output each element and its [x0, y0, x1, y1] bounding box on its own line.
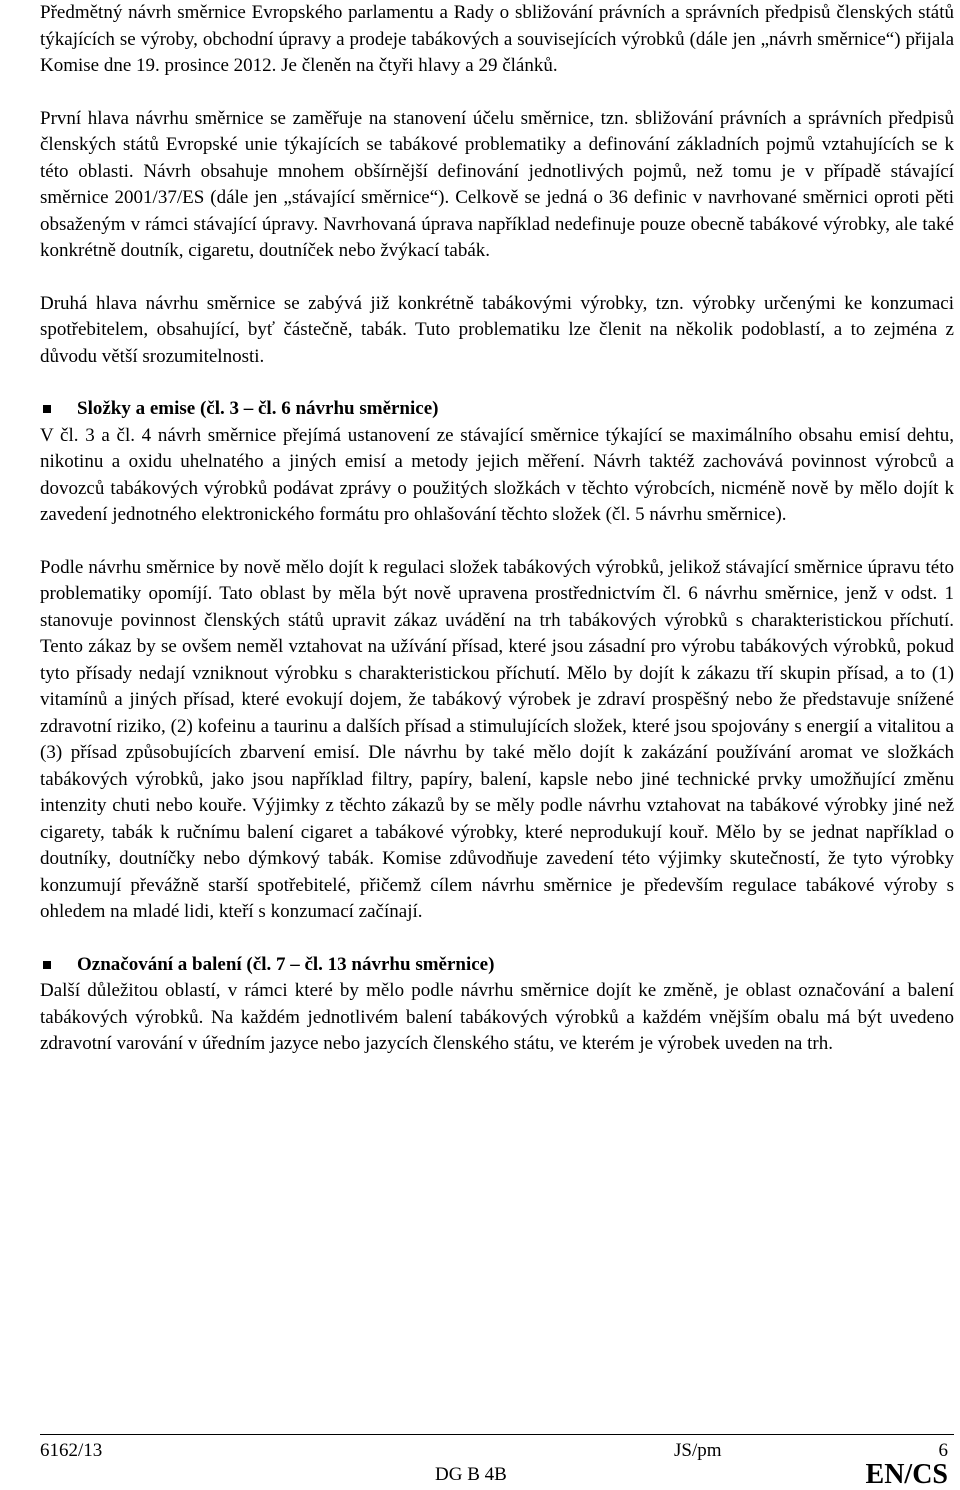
- paragraph-labelling: Další důležitou oblastí, v rámci které by mělo podle návrhu směrnice dojít ke změně, je oblast označování a balení tabákových výrobků. Na každém jednotlivém balení tabákových výrobků a každém vnějším obalu má být uvedeno zdravotní varování v úředním jazyce nebo jazycích členského státu, ve kterém je výrobek uveden na trh.: [40, 980, 954, 1054]
- paragraph-additives: Podle návrhu směrnice by nově mělo dojít k regulaci složek tabákových výrobků, jelikož stávající směrnice úpravu této problematiky opomíjí. Tato oblast by měla být nově upravena prostřednictvím čl. 6 návrhu směrnice, jenž v odst. 1 stanovuje povinnost členských států upravit zákaz uvádění na trh tabákových výrobků s charakteristickou příchutí. Tento zákaz by se ovšem neměl vztahovat na užívání přísad, které jsou zásadní pro výrobu tabákových výrobků, pokud tyto přísady nedají vzniknout výrobku s charakteristickou příchutí. Mělo by dojít k zákazu tří skupin přísad, a to (1) vitamínů a jiných přísad, které evokují dojem, že tabákový výrobek je zdraví prospěšný nebo že představuje snížené zdravotní riziko, (2) kofeinu a taurinu a dalších přísad a stimulujících složek, které jsou spojovány s energií a vitalitou a (3) přísad způsobujících zbarvení emisí. Dle návrhu by také mělo dojít k zakázání používání aromat ve složkách tabákových výrobků, jako jsou například filtry, papíry, balení, kapsle nebo jiné technické prvky umožňující změnu intenzity chuti nebo kouře. Výjimky z těchto zákazů by se měly podle návrhu vztahovat na tabákové výrobky jiné než cigarety, tabák k ručnímu balení cigaret a tabákové výrobky, které neprodukují kouř. Mělo by se jednat například o doutníky, doutníčky nebo dýmkový tabák. Komise zdůvodňuje zavedení této výjimky skutečností, že tyto výrobky konzumují převážně starší spotřebitelé, přičemž cílem návrhu směrnice je především regulace tabákové výroby s ohledem na mladé lidi, kteří s konzumací začínají.: [40, 556, 954, 922]
- footer-initials: JS/pm: [674, 1440, 722, 1461]
- paragraph-spacer: [40, 80, 954, 106]
- paragraph-intro: Předmětný návrh směrnice Evropského parlamentu a Rady o sbližování právních a správních předpisů členských států týkajících se výroby, obchodní úpravy a prodeje tabákových a souvisejících výrobků (dále jen „návrh směrnice“) přijala Komise dne 19. prosince 2012. Je členěn na čtyři hlavy a 29 článků.: [40, 2, 954, 76]
- square-bullet-icon: [43, 961, 51, 969]
- footer-directorate: DG B 4B: [435, 1464, 507, 1485]
- section-heading-text: Označování a balení (čl. 7 – čl. 13 návrhu směrnice): [77, 953, 495, 975]
- footer-divider: [40, 1434, 954, 1435]
- section-heading-labelling: [40, 952, 954, 979]
- paragraph-emissions: V čl. 3 a čl. 4 návrh směrnice přejímá ustanovení ze stávající směrnice týkající se maximálního obsahu emisí dehtu, nikotinu a oxidu uhelnatého a jiných emisí a metody jejich měření. Návrh taktéž zachovává povinnost výrobců a dovozců tabákových výrobků podávat zprávy o použitých složkách v těchto výrobcích, nicméně nově by mělo dojít k zavedení jednotného elektronického formátu pro ohlašování těchto složek (čl. 5 návrhu směrnice).: [40, 424, 954, 525]
- footer-language: EN/CS: [865, 1459, 948, 1490]
- document-body: [40, 0, 954, 1058]
- paragraph-spacer: [40, 265, 954, 291]
- section-heading-ingredients: [40, 396, 954, 423]
- paragraph-spacer: [40, 529, 954, 555]
- footer-page-number: 6: [938, 1440, 948, 1461]
- paragraph-spacer: [40, 926, 954, 952]
- paragraph-spacer: [40, 370, 954, 396]
- footer-doc-number: 6162/13: [40, 1440, 103, 1461]
- paragraph-second-chapter: Druhá hlava návrhu směrnice se zabývá již konkrétně tabákovými výrobky, tzn. výrobky určenými ke konzumaci spotřebitelem, obsahující, byť částečně, tabák. Tuto problematiku lze členit na několik podoblastí, a to zejména z důvodu větší srozumitelnosti.: [40, 292, 954, 367]
- square-bullet-icon: [43, 405, 51, 413]
- footer-row-bottom: [40, 1460, 954, 1490]
- section-heading-text: Složky a emise (čl. 3 – čl. 6 návrhu směrnice): [77, 398, 439, 419]
- paragraph-first-chapter: První hlava návrhu směrnice se zaměřuje na stanovení účelu směrnice, tzn. sbližování právních a správních předpisů členských států Evropské unie týkajících se tabákové problematiky a definování základních pojmů vztahujících se k této oblasti. Návrh obsahuje mnohem obšírnější definování jednotlivých pojmů, než tomu je v případě stávající směrnice 2001/37/ES (dále jen „stávající směrnice“). Celkově se jedná o 36 definic v navrhované směrnici oproti pěti obsaženým v rámci stávající úpravy. Navrhovaná úprava například nedefinuje pouze obecně tabákové výrobky, ale také konkrétně doutník, cigaretu, doutníček nebo žvýkací tabák.: [40, 107, 954, 261]
